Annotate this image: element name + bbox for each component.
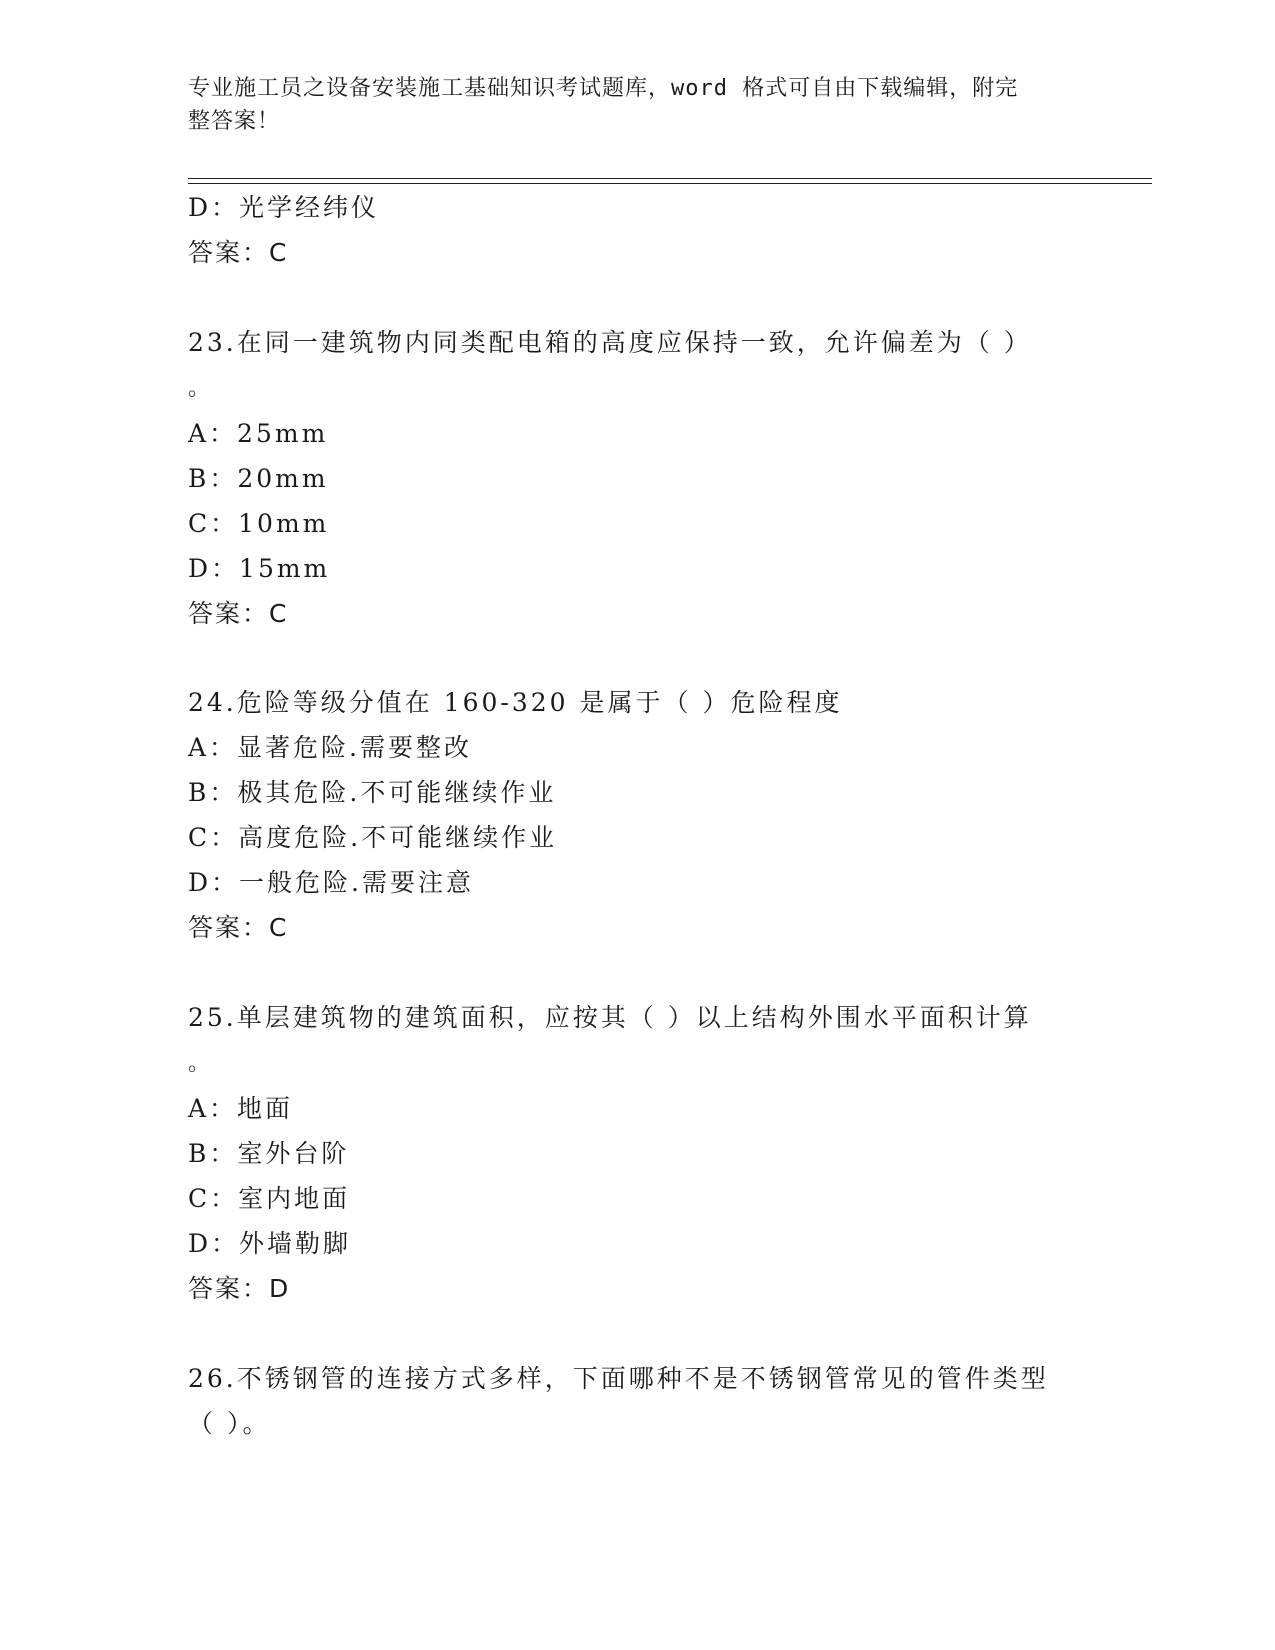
header-divider-bottom: [188, 183, 1152, 184]
q23-option-d: D：15mm: [188, 554, 331, 583]
header-note-line-2: 整答案！: [188, 109, 281, 134]
q25-option-c: C：室内地面: [188, 1184, 351, 1213]
q25-option-d: D：外墙勒脚: [188, 1229, 352, 1258]
prev-answer: 答案：C: [188, 238, 289, 267]
q24-option-d: D：一般危险.需要注意: [188, 868, 474, 897]
q24-answer: 答案：C: [188, 913, 289, 942]
q26-stem: 26.不锈钢管的连接方式多样，下面哪种不是不锈钢管常见的管件类型: [188, 1364, 1049, 1393]
q25-stem: 25.单层建筑物的建筑面积，应按其（ ）以上结构外围水平面积计算: [188, 1003, 1032, 1032]
q25-option-b: B：室外台阶: [188, 1139, 350, 1168]
q23-option-b: B：20mm: [188, 464, 329, 493]
q23-stem: 23.在同一建筑物内同类配电箱的高度应保持一致，允许偏差为（ ）: [188, 328, 1032, 357]
prev-option-d: D：光学经纬仪: [188, 193, 380, 222]
q25-stem-cont: 。: [188, 1051, 214, 1076]
q24-option-a: A：显著危险.需要整改: [188, 733, 473, 762]
q23-answer: 答案：C: [188, 599, 289, 628]
q24-option-c: C：高度危险.不可能继续作业: [188, 823, 558, 852]
q23-option-a: A：25mm: [188, 419, 329, 448]
q25-answer: 答案：D: [188, 1274, 291, 1303]
header-note-line-1: 专业施工员之设备安装施工基础知识考试题库，word 格式可自由下载编辑，附完: [188, 76, 1019, 101]
q23-stem-cont: 。: [188, 376, 214, 401]
q24-stem: 24.危险等级分值在 160-320 是属于（ ）危险程度: [188, 688, 843, 717]
q23-option-c: C：10mm: [188, 509, 330, 538]
q25-option-a: A：地面: [188, 1094, 294, 1123]
q24-option-b: B：极其危险.不可能继续作业: [188, 778, 557, 807]
header-divider-top: [188, 178, 1152, 179]
q26-stem-cont: （ ）。: [188, 1409, 271, 1438]
header-note: [188, 72, 1068, 138]
